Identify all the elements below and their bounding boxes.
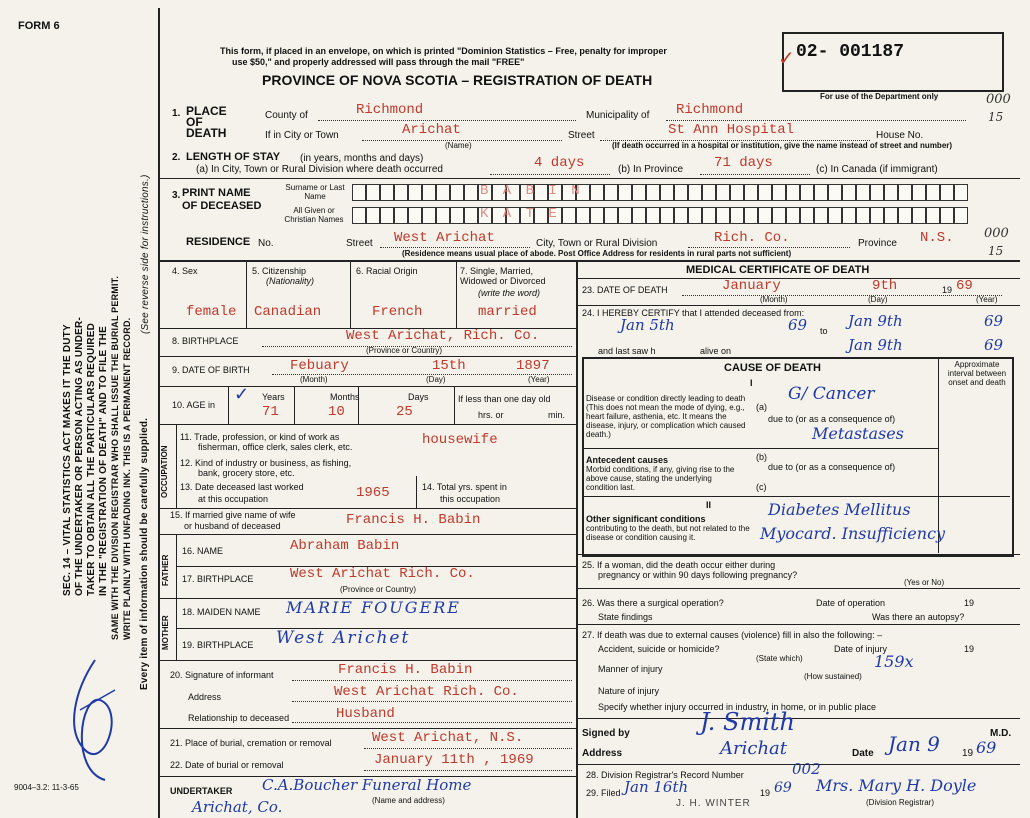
- undertaker-value: C.A.Boucher Funeral Home: [262, 776, 472, 794]
- sidebar-line: SEC. 14 – VITAL STATISTICS ACT MAKES IT THE DUTY: [62, 324, 73, 596]
- letter-cell: [716, 207, 730, 224]
- sign-year-prefix: 19: [962, 748, 974, 759]
- year-sub: (Year): [976, 295, 998, 304]
- state-which: (State which): [756, 654, 803, 663]
- state-findings: State findings: [598, 612, 653, 622]
- dept-code: 15: [988, 110, 1004, 124]
- street-value: St Ann Hospital: [668, 122, 795, 138]
- medical-title: MEDICAL CERTIFICATE OF DEATH: [686, 264, 870, 276]
- letter-cell: [394, 207, 408, 224]
- municipality-value: Richmond: [676, 102, 744, 118]
- marital-label: 7. Single, Married, Widowed or Divorced: [460, 266, 546, 286]
- how-sustained: (How sustained): [804, 672, 862, 681]
- q17-label: 17. BIRTHPLACE: [182, 574, 254, 584]
- letter-cell: [408, 184, 422, 201]
- filed-year: 69: [774, 780, 792, 796]
- month-sub: (Month): [760, 295, 788, 304]
- given-value: K A T E: [480, 206, 560, 222]
- death-year: 69: [956, 278, 973, 294]
- notice-line: use $50," and properly addressed will pass through the mail "FREE": [232, 57, 525, 67]
- name-num: 3.: [172, 190, 181, 201]
- letter-cell: [730, 207, 744, 224]
- other-label: Other significant conditions: [586, 514, 706, 524]
- letter-cell: [436, 184, 450, 201]
- dob-day: 15th: [432, 358, 466, 374]
- reg-number-box: [778, 32, 1004, 92]
- letter-cell: [422, 184, 436, 201]
- surname-value: B A B I N: [480, 183, 583, 199]
- letter-cell: [772, 184, 786, 201]
- sidebar-line: Every item of information should be carefully supplied.: [139, 417, 150, 690]
- specify-label: Specify whether injury occurred in industry, in home, or in public place: [598, 702, 876, 712]
- res-province-label: Province: [858, 238, 897, 249]
- days-value: 25: [396, 404, 413, 420]
- letter-cell: [814, 207, 828, 224]
- letter-cell: [618, 184, 632, 201]
- last-saw-label: and last saw h: [598, 346, 656, 356]
- dob-label: 9. DATE OF BIRTH: [172, 365, 250, 375]
- cause-b-label: (b): [756, 452, 767, 462]
- q20-label: 20. Signature of informant: [170, 670, 274, 680]
- hrs-label: hrs. or: [478, 410, 504, 420]
- q19-label: 19. BIRTHPLACE: [182, 640, 254, 650]
- date-label: Date: [852, 748, 874, 759]
- letter-cell: [954, 184, 968, 201]
- letter-cell: [590, 184, 604, 201]
- letter-cell: [926, 207, 940, 224]
- letter-cell: [394, 184, 408, 201]
- sign-year: 69: [976, 738, 997, 757]
- residence-note: (Residence means usual place of abode. Post Office Address for residents in rural parts not sufficient): [402, 249, 792, 258]
- lt-day-label: If less than one day old: [458, 394, 551, 404]
- marital-sub: (write the word): [478, 288, 541, 298]
- registrar-signature: Mrs. Mary H. Doyle: [816, 776, 977, 795]
- injury-date-label: Date of injury: [834, 644, 888, 654]
- occupation-section: OCCUPATION: [160, 445, 169, 498]
- letter-cell: [674, 207, 688, 224]
- interval-label: Approximate interval between onset and death: [947, 360, 1007, 387]
- stay-b-label: (b) In Province: [618, 164, 684, 175]
- q27-label: 27. If death was due to external causes (violence) fill in also the following: –: [582, 630, 883, 640]
- municipality-label: Municipality of: [586, 110, 650, 121]
- letter-cell: [758, 184, 772, 201]
- letter-cell: [828, 184, 842, 201]
- letter-cell: [898, 207, 912, 224]
- stay-b-value: 71 days: [714, 155, 773, 171]
- letter-cell: [842, 184, 856, 201]
- undertaker-label: UNDERTAKER: [170, 786, 233, 796]
- q14-label: 14. Total yrs. spent in: [422, 482, 507, 492]
- res-city-value: Rich. Co.: [714, 230, 790, 246]
- letter-cell: [730, 184, 744, 201]
- year-sub: (Year): [528, 375, 550, 384]
- q14b-label: this occupation: [440, 494, 501, 504]
- death-month: January: [722, 278, 781, 294]
- letter-cell: [800, 207, 814, 224]
- attend-from: Jan 5th: [620, 316, 675, 334]
- letter-cell: [366, 207, 380, 224]
- letter-cell: [464, 184, 478, 201]
- accident-label: Accident, suicide or homicide?: [598, 644, 720, 654]
- sidebar-line: OF THE UNDERTAKER OR PERSON ACTING AS UNDER-: [74, 317, 85, 596]
- letter-cell: [408, 207, 422, 224]
- due-to-b: due to (or as a consequence of): [768, 462, 896, 472]
- birthplace-label: 8. BIRTHPLACE: [172, 336, 239, 346]
- surname-label: Surname or Last Name: [285, 183, 345, 201]
- md-label: M.D.: [990, 728, 1012, 739]
- q13-value: 1965: [356, 485, 390, 501]
- origin-value: French: [372, 304, 423, 320]
- mother-name: MARIE FOUGERE: [286, 598, 461, 617]
- q11-value: housewife: [422, 432, 498, 448]
- days-label: Days: [408, 392, 429, 402]
- q12-label: 12. Kind of industry or business, as fishing,: [180, 458, 352, 468]
- op-year-prefix: 19: [964, 598, 975, 608]
- due-to-a: due to (or as a consequence of): [768, 414, 896, 424]
- q11-label: 11. Trade, profession, or kind of work as: [180, 432, 340, 442]
- res-street-value: West Arichat: [394, 230, 495, 246]
- res-city-label: City, Town or Rural Division: [536, 238, 658, 249]
- day-sub: (Day): [868, 295, 888, 304]
- sex-label: 4. Sex: [172, 266, 198, 276]
- manner-label: Manner of injury: [598, 664, 663, 674]
- yes-no: (Yes or No): [904, 578, 945, 587]
- letter-cell: [618, 207, 632, 224]
- letter-cell: [660, 207, 674, 224]
- letter-cell: [744, 184, 758, 201]
- informant-name: Francis H. Babin: [338, 662, 473, 678]
- letter-cell: [632, 184, 646, 201]
- city-label: If in City or Town: [265, 130, 339, 141]
- citizenship-label: 5. Citizenship: [252, 266, 307, 276]
- letter-cell: [646, 207, 660, 224]
- letter-cell: [380, 207, 394, 224]
- dept-code: 000: [984, 226, 1009, 241]
- informant-address-label: Address: [188, 692, 222, 702]
- letter-cell: [870, 184, 884, 201]
- sidebar-line: TAKER TO OBTAIN ALL THE PARTICULARS REQUIRED: [86, 322, 97, 596]
- age-label: 10. AGE in: [172, 400, 216, 410]
- dob-month: Febuary: [290, 358, 349, 374]
- q12b-label: bank, grocery store, etc.: [198, 468, 295, 478]
- father-birthplace-sub: (Province or Country): [340, 585, 417, 594]
- father-name: Abraham Babin: [290, 538, 400, 554]
- letter-cell: [870, 207, 884, 224]
- stay-a-value: 4 days: [534, 155, 585, 171]
- place-label: PLACE OF DEATH: [186, 104, 227, 140]
- stay-a-label: (a) In City, Town or Rural Division where death occurred: [196, 164, 443, 175]
- q25-label: 25. If a woman, did the death occur either during: [582, 560, 776, 570]
- dept-code: 000: [986, 92, 1011, 107]
- q24-label: 24. I HEREBY CERTIFY that I attended deceased from:: [582, 308, 805, 318]
- last-saw-year: 69: [984, 336, 1004, 354]
- attend-to-year: 69: [984, 312, 1004, 330]
- sign-date: Jan 9: [888, 732, 940, 756]
- death-year-prefix: 19: [942, 285, 953, 295]
- letter-cell: [884, 184, 898, 201]
- q29-label: 29. Filed: [586, 788, 621, 798]
- cause-title: CAUSE OF DEATH: [724, 362, 821, 374]
- antecedent-label: Antecedent causes: [586, 455, 669, 465]
- letter-cell: [814, 184, 828, 201]
- given-label: All Given or Christian Names: [284, 206, 344, 224]
- letter-cell: [744, 207, 758, 224]
- q22-label: 22. Date of burial or removal: [170, 760, 284, 770]
- father-section: FATHER: [161, 554, 170, 586]
- letter-cell: [590, 207, 604, 224]
- house-label: House No.: [876, 130, 924, 141]
- marital-value: married: [478, 304, 537, 320]
- filed-date: Jan 16th: [624, 778, 689, 796]
- mother-section: MOTHER: [161, 615, 170, 650]
- q18-label: 18. MAIDEN NAME: [182, 607, 261, 617]
- res-no-label: No.: [258, 238, 274, 249]
- other-sub: contributing to the death, but not related to the disease or condition causing it.: [586, 524, 750, 542]
- letter-cell: [926, 184, 940, 201]
- autopsy-label: Was there an autopsy?: [872, 612, 965, 622]
- letter-cell: [352, 207, 366, 224]
- months-label: Months: [330, 392, 360, 402]
- form-title: PROVINCE OF NOVA SCOTIA – REGISTRATION OF DEATH: [262, 72, 653, 88]
- letter-cell: [758, 207, 772, 224]
- stamp: J. H. WINTER: [676, 798, 751, 809]
- q15-label: 15. If married give name of wife: [170, 510, 296, 520]
- attend-from-year: 69: [788, 316, 808, 334]
- letter-cell: [562, 207, 576, 224]
- letter-cell: [800, 184, 814, 201]
- letter-cell: [912, 207, 926, 224]
- signature: J. Smith: [700, 708, 795, 736]
- ii-label: II: [706, 500, 712, 510]
- letter-cell: [716, 184, 730, 201]
- month-sub: (Month): [300, 375, 328, 384]
- q11b-label: fisherman, office clerk, sales clerk, etc.: [198, 442, 353, 452]
- years-label: Years: [262, 392, 285, 402]
- op-date-label: Date of operation: [816, 598, 886, 608]
- alive-on-label: alive on: [700, 346, 732, 356]
- sidebar-line: IN THE "REGISTRATION OF DEATH" AND TO FILE THE: [98, 326, 109, 596]
- relationship-label: Relationship to deceased: [188, 713, 290, 723]
- letter-cell: [786, 184, 800, 201]
- letter-cell: [646, 184, 660, 201]
- cause-c-label: (c): [756, 482, 767, 492]
- check-mark-icon: ✓: [778, 48, 795, 70]
- q26-label: 26. Was there a surgical operation?: [582, 598, 724, 608]
- letter-cell: [450, 207, 464, 224]
- burial-date: January 11th , 1969: [374, 752, 534, 768]
- letter-cell: [940, 207, 954, 224]
- undertaker-address: Arichat, Co.: [192, 798, 283, 816]
- nature-label: Nature of injury: [598, 686, 660, 696]
- informant-address: West Arichat Rich. Co.: [334, 684, 519, 700]
- check-mark-icon: ✓: [234, 384, 250, 404]
- name-sub: (Name): [445, 141, 472, 150]
- res-street-label: Street: [346, 238, 373, 249]
- months-value: 10: [328, 404, 345, 420]
- letter-cell: [884, 207, 898, 224]
- signed-label: Signed by: [582, 728, 630, 739]
- stay-num: 2.: [172, 152, 181, 163]
- q28-label: 28. Division Registrar's Record Number: [586, 770, 744, 780]
- birthplace-value: West Arichat, Rich. Co.: [346, 328, 540, 344]
- footer-code: 9004–3.2: 11-3-65: [14, 783, 79, 792]
- birthplace-sub: (Province or Country): [366, 346, 443, 355]
- letter-cell: [772, 207, 786, 224]
- to-label: to: [820, 326, 828, 336]
- county-value: Richmond: [356, 102, 424, 118]
- letter-cell: [954, 207, 968, 224]
- sidebar-signature: [55, 650, 135, 790]
- origin-label: 6. Racial Origin: [356, 266, 418, 276]
- letter-cell: [604, 207, 618, 224]
- letter-cell: [842, 207, 856, 224]
- dept-use-label: For use of the Department only: [820, 92, 939, 101]
- county-label: County of: [265, 110, 308, 121]
- letter-cell: [660, 184, 674, 201]
- letter-cell: [366, 184, 380, 201]
- sidebar-line: (See reverse side for instructions.): [140, 174, 151, 334]
- res-province-value: N.S.: [920, 230, 954, 246]
- letter-cell: [940, 184, 954, 201]
- notice-line: This form, if placed in an envelope, on which is printed "Dominion Statistics – Free, penalty for improper: [220, 46, 667, 56]
- letter-cell: [576, 207, 590, 224]
- letter-cell: [898, 184, 912, 201]
- dept-code: 15: [988, 244, 1004, 258]
- q16-label: 16. NAME: [182, 546, 224, 556]
- letter-cell: [422, 207, 436, 224]
- father-birthplace: West Arichat Rich. Co.: [290, 566, 475, 582]
- mother-birthplace: West Arichet: [276, 628, 411, 648]
- i-label: I: [750, 378, 753, 388]
- letter-cell: [464, 207, 478, 224]
- letter-cell: [702, 184, 716, 201]
- letter-cell: [856, 207, 870, 224]
- letter-cell: [702, 207, 716, 224]
- letter-cell: [674, 184, 688, 201]
- letter-cell: [912, 184, 926, 201]
- letter-cell: [604, 184, 618, 201]
- letter-cell: [632, 207, 646, 224]
- injury-year-prefix: 19: [964, 644, 975, 654]
- last-saw: Jan 9th: [848, 336, 903, 354]
- citizenship-value: Canadian: [254, 304, 322, 320]
- day-sub: (Day): [426, 375, 446, 384]
- place-num: 1.: [172, 108, 181, 119]
- antecedent-sub: Morbid conditions, if any, giving rise to the above cause, stating the underlying condition last.: [586, 465, 735, 492]
- reg-number: 02- 001187: [796, 42, 905, 62]
- letter-cell: [786, 207, 800, 224]
- name-label: PRINT NAME OF DECEASED: [182, 187, 262, 212]
- city-value: Arichat: [402, 122, 461, 138]
- form-number: FORM 6: [18, 20, 60, 32]
- letter-cell: [352, 184, 366, 201]
- letter-cell: [450, 184, 464, 201]
- cause-b-value: Metastases: [812, 424, 904, 443]
- residence-label: RESIDENCE: [186, 236, 251, 248]
- q13-label: 13. Date deceased last worked: [180, 482, 304, 492]
- stay-c-label: (c) In Canada (if immigrant): [816, 164, 938, 175]
- doctor-address: Arichat: [720, 738, 787, 759]
- q25b-label: pregnancy or within 90 days following pregnancy?: [598, 570, 798, 580]
- sidebar-line: SAME WITH THE DIVISION REGISTRAR WHO SHALL ISSUE THE BURIAL PERMIT.: [110, 275, 120, 640]
- letter-cell: [436, 207, 450, 224]
- q21-label: 21. Place of burial, cremation or removal: [170, 738, 332, 748]
- letter-cell: [380, 184, 394, 201]
- record-number: 002: [792, 760, 821, 778]
- citizenship-sub: (Nationality): [266, 276, 315, 286]
- street-label: Street: [568, 130, 595, 141]
- spouse-value: Francis H. Babin: [346, 512, 481, 528]
- q13b-label: at this occupation: [198, 494, 269, 504]
- registrar-sub: (Division Registrar): [866, 798, 935, 807]
- relationship-value: Husband: [336, 706, 395, 722]
- cause-a-label: (a): [756, 402, 767, 412]
- burial-place: West Arichat, N.S.: [372, 730, 524, 746]
- letter-cell: [828, 207, 842, 224]
- attend-to: Jan 9th: [848, 312, 903, 330]
- sex-value: female: [186, 304, 237, 320]
- letter-cell: [688, 207, 702, 224]
- stay-label: LENGTH OF STAY: [186, 151, 281, 163]
- direct-label: Disease or condition directly leading to death (This does not mean the mode of dying, e.g., heart failure, asthenia, etc. It means the disease, injury, or complication which caused death.): [586, 394, 746, 439]
- hospital-note: (If death occurred in a hospital or institution, give the name instead of street and number): [612, 141, 953, 150]
- death-day: 9th: [872, 278, 898, 294]
- q23-label: 23. DATE OF DEATH: [582, 285, 668, 295]
- manner-value: 159x: [874, 652, 914, 671]
- stay-sub: (in years, months and days): [300, 153, 424, 164]
- min-label: min.: [548, 410, 566, 420]
- filed-year-prefix: 19: [760, 788, 771, 798]
- sidebar-line: WRITE PLAINLY WITH UNFADING INK. THIS IS A PERMANENT RECORD.: [122, 317, 132, 640]
- other-condition: Myocard. Insufficiency: [760, 524, 946, 543]
- cause-a: G/ Cancer: [788, 384, 875, 404]
- q15b-label: or husband of deceased: [184, 521, 281, 531]
- letter-cell: [856, 184, 870, 201]
- address-label: Address: [582, 748, 623, 759]
- letter-cell: [688, 184, 702, 201]
- dob-year: 1897: [516, 358, 550, 374]
- undertaker-sub: (Name and address): [372, 796, 445, 805]
- other-condition: Diabetes Mellitus: [768, 500, 911, 519]
- years-value: 71: [262, 404, 279, 420]
